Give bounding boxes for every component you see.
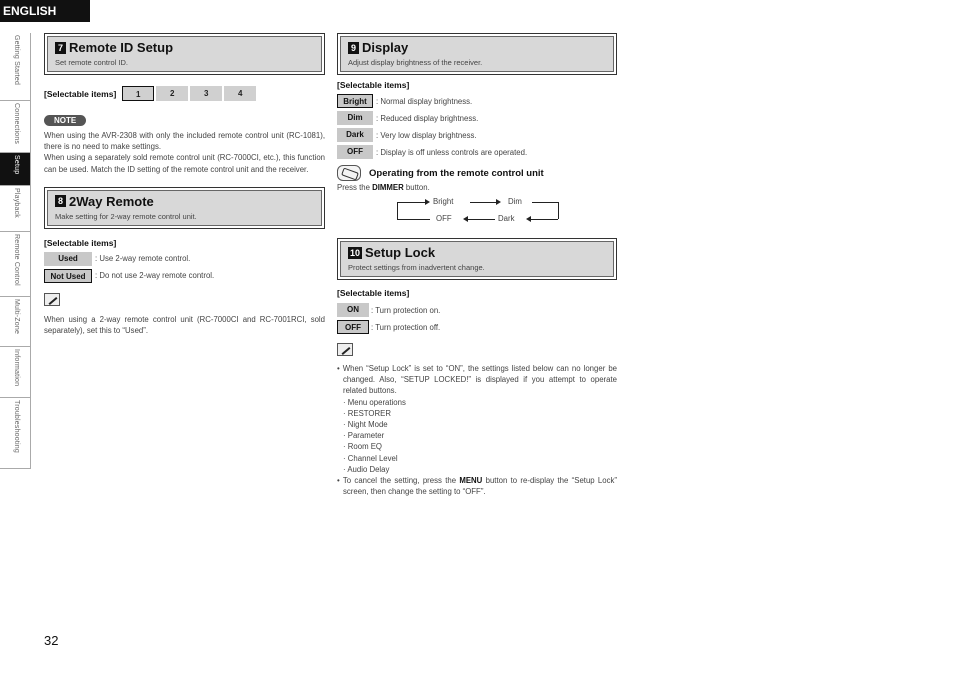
language-tab: ENGLISH	[0, 0, 90, 22]
note-text-1: When using the AVR-2308 with only the included remote control unit (RC-1081), there is no need to make settings.	[44, 131, 325, 152]
side-nav-label: Remote Control	[13, 234, 20, 286]
list-item: Menu operations	[347, 397, 406, 407]
option-off[interactable]: OFF	[337, 145, 373, 159]
setup-lock-section-header	[337, 238, 617, 280]
section-title: Remote ID Setup	[69, 40, 174, 55]
option-lock-off-desc: : Turn protection off.	[371, 322, 441, 332]
cycle-dark: Dark	[498, 214, 515, 223]
left-column	[44, 33, 325, 336]
line-top-left	[397, 202, 425, 203]
two-way-section-header	[44, 187, 325, 229]
locked-items-list: · Menu operations · RESTORER · Night Mode · Parameter · Room EQ · Channel Level · Audio Delay	[343, 397, 406, 474]
cycle-bright: Bright	[433, 197, 454, 206]
list-item: Audio Delay	[347, 464, 390, 474]
setup-lock-notes: • When “Setup Lock” is set to “ON”, the settings listed below can no longer be changed. Also, “SETUP LOCKED!” is displayed if you attempt to operate related buttons. · Menu operations · RESTORER · Night Mode · Parameter · Room EQ · Channel Level · Audio Delay • To cancel the setting, press the MENU button to re-display the “Setup Lock” screen, then change the setting to “OFF”.	[337, 364, 617, 497]
option-used-desc: : Use 2-way remote control.	[95, 254, 191, 264]
arrowhead-right-icon	[496, 199, 501, 205]
line-dim-right	[532, 202, 558, 203]
option-on[interactable]: ON	[337, 303, 369, 317]
page-number: 32	[44, 633, 59, 648]
press-suffix: button.	[403, 183, 430, 192]
remote-operation-heading: Operating from the remote control unit	[369, 167, 544, 179]
section-number: 7	[55, 42, 66, 54]
side-nav-information[interactable]	[0, 347, 30, 398]
remote-id-option-2[interactable]: 2	[156, 86, 188, 101]
dimmer-button-label: DIMMER	[372, 183, 404, 192]
list-item: Room EQ	[347, 442, 382, 452]
remote-id-option-3[interactable]: 3	[190, 86, 222, 101]
line-right-down	[558, 202, 559, 219]
option-used[interactable]: Used	[44, 252, 92, 266]
section-description: Adjust display brightness of the receiver.	[348, 58, 483, 67]
side-nav-getting-started[interactable]	[0, 33, 30, 101]
side-nav-multi-zone[interactable]	[0, 297, 30, 347]
side-nav-playback[interactable]	[0, 186, 30, 232]
arrowhead-right-icon	[425, 199, 430, 205]
section-description: Make setting for 2-way remote control unit.	[55, 211, 197, 221]
list-item: RESTORER	[347, 408, 391, 418]
line-left-up	[397, 202, 398, 219]
section-title: 2Way Remote	[69, 193, 154, 209]
memo-text: When using a 2-way remote control unit (RC-7000CI and RC-7001RCI, sold separately), set this to “Used”.	[44, 314, 325, 336]
display-section-header	[337, 33, 617, 75]
line-off-left	[397, 219, 430, 220]
option-not-used-desc: : Do not use 2-way remote control.	[95, 271, 215, 281]
memo-pencil-icon	[337, 343, 353, 356]
line-bottom-right	[531, 219, 558, 220]
selectable-items-heading: [Selectable items]	[44, 88, 117, 99]
side-nav-label: Getting Started	[13, 35, 20, 86]
note-badge: NOTE	[44, 115, 86, 126]
section-number: 9	[348, 42, 359, 54]
selectable-items-heading: [Selectable items]	[44, 237, 117, 248]
option-dark-desc: : Very low display brightness.	[376, 130, 477, 140]
option-not-used[interactable]: Not Used	[44, 269, 92, 283]
arrowhead-left-icon	[526, 216, 531, 222]
option-lock-off[interactable]: OFF	[337, 320, 369, 334]
side-nav-label: Troubleshooting	[13, 400, 20, 453]
right-column	[337, 33, 617, 497]
section-description: Set remote control ID.	[55, 58, 128, 67]
cycle-off: OFF	[436, 214, 452, 223]
press-prefix: Press the	[337, 183, 373, 192]
section-title: Setup Lock	[365, 245, 436, 260]
option-off-desc: : Display is off unless controls are operated.	[376, 147, 528, 157]
option-dim-desc: : Reduced display brightness.	[376, 113, 479, 123]
side-nav-label: Setup	[13, 155, 20, 175]
side-nav-troubleshooting[interactable]	[0, 398, 30, 469]
note-text-2: When using a separately sold remote control unit (RC-7000CI, etc.), this function can be used. Match the ID setting of the remote control unit and the receiver.	[44, 153, 325, 174]
side-navigation	[0, 33, 31, 469]
arrow-dark-off	[468, 219, 495, 220]
remote-id-section-header	[44, 33, 325, 75]
remote-id-option-4[interactable]: 4	[224, 86, 256, 101]
remote-control-icon	[337, 165, 361, 181]
option-bright-desc: : Normal display brightness.	[376, 96, 473, 106]
press-instruction	[337, 183, 617, 192]
bullet-prefix: To cancel the setting, press the	[342, 476, 460, 486]
bullet-suffix: button to re-display the “Setup Lock” screen, then change the setting to “OFF”.	[343, 476, 617, 497]
section-number: 10	[349, 247, 360, 258]
cycle-dim: Dim	[508, 197, 522, 206]
option-dim[interactable]: Dim	[337, 111, 373, 125]
side-nav-connections[interactable]	[0, 101, 30, 153]
dimmer-cycle-diagram	[337, 195, 617, 225]
option-bright[interactable]: Bright	[337, 94, 373, 108]
selectable-items-heading: [Selectable items]	[337, 288, 410, 298]
list-item: Night Mode	[347, 420, 388, 430]
bullet-text: When “Setup Lock” is set to “ON”, the settings listed below can no longer be changed. Also, “SETUP LOCKED!” is displayed if you attempt to operate related buttons.	[342, 364, 617, 396]
side-nav-remote-control[interactable]	[0, 232, 30, 297]
arrow-bright-dim	[470, 202, 496, 203]
side-nav-setup[interactable]	[0, 153, 30, 186]
selectable-items-heading: [Selectable items]	[337, 80, 410, 90]
section-title: Display	[362, 40, 409, 55]
remote-id-option-1[interactable]: 1	[122, 86, 154, 101]
option-on-desc: : Turn protection on.	[371, 305, 441, 315]
side-nav-label: Information	[13, 349, 20, 387]
list-item: Channel Level	[347, 453, 398, 463]
section-description: Protect settings from inadvertent change.	[348, 263, 485, 272]
side-nav-label: Multi-Zone	[13, 299, 20, 335]
option-dark[interactable]: Dark	[337, 128, 373, 142]
menu-button-label: MENU	[459, 476, 483, 486]
remote-id-options	[122, 86, 258, 101]
arrowhead-left-icon	[463, 216, 468, 222]
memo-pencil-icon	[44, 293, 60, 306]
side-nav-label: Connections	[13, 103, 20, 145]
side-nav-label: Playback	[13, 188, 20, 219]
section-number: 8	[55, 195, 66, 207]
list-item: Parameter	[347, 431, 385, 441]
